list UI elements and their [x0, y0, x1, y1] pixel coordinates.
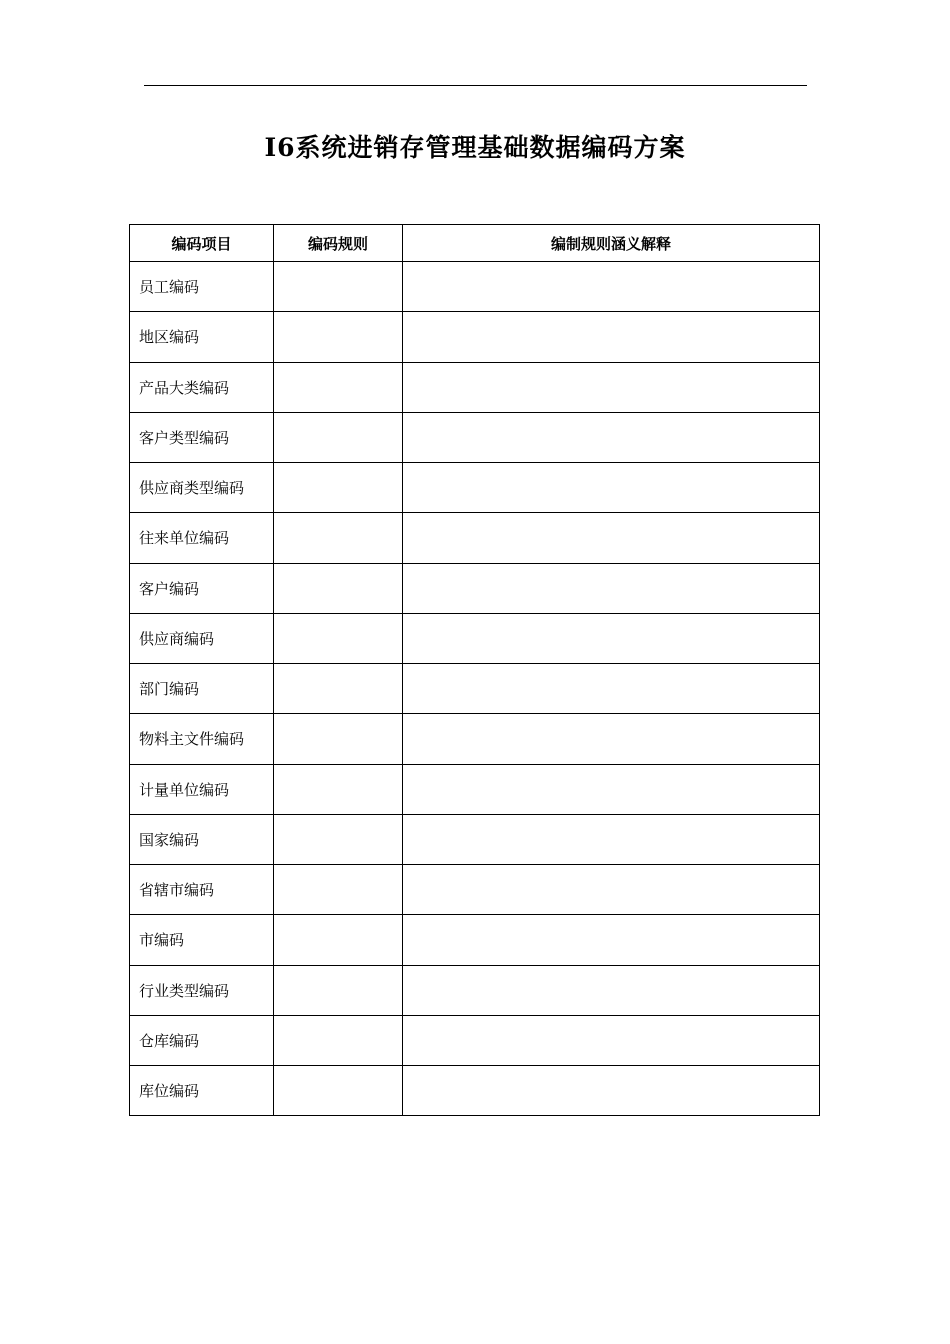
cell-coding-item: 供应商类型编码: [130, 463, 274, 513]
cell-rule-explanation[interactable]: [403, 362, 820, 412]
cell-rule-explanation[interactable]: [403, 1066, 820, 1116]
cell-coding-item: 客户类型编码: [130, 412, 274, 462]
table-row: [130, 312, 820, 362]
table-row: [130, 463, 820, 513]
cell-rule-explanation[interactable]: [403, 312, 820, 362]
cell-coding-rule[interactable]: [274, 563, 403, 613]
cell-coding-rule[interactable]: [274, 664, 403, 714]
cell-rule-explanation[interactable]: [403, 965, 820, 1015]
cell-coding-item: 行业类型编码: [130, 965, 274, 1015]
cell-rule-explanation[interactable]: [403, 613, 820, 663]
cell-coding-item: 库位编码: [130, 1066, 274, 1116]
table-header-row: [130, 225, 820, 262]
column-header-item: 编码项目: [130, 225, 274, 262]
cell-rule-explanation[interactable]: [403, 764, 820, 814]
cell-coding-item: 计量单位编码: [130, 764, 274, 814]
table-row: [130, 714, 820, 764]
cell-coding-item: 国家编码: [130, 814, 274, 864]
table-row: [130, 412, 820, 462]
cell-coding-rule[interactable]: [274, 865, 403, 915]
cell-coding-item: 地区编码: [130, 312, 274, 362]
cell-coding-rule[interactable]: [274, 1066, 403, 1116]
cell-coding-rule[interactable]: [274, 613, 403, 663]
cell-coding-rule[interactable]: [274, 412, 403, 462]
header-rule: [144, 85, 807, 86]
cell-coding-rule[interactable]: [274, 965, 403, 1015]
cell-coding-item: 部门编码: [130, 664, 274, 714]
cell-coding-rule[interactable]: [274, 915, 403, 965]
cell-coding-item: 市编码: [130, 915, 274, 965]
document-title: I6系统进销存管理基础数据编码方案: [264, 133, 686, 162]
cell-coding-rule[interactable]: [274, 714, 403, 764]
table-row: [130, 664, 820, 714]
column-header-explanation: 编制规则涵义解释: [403, 225, 820, 262]
cell-coding-item: 往来单位编码: [130, 513, 274, 563]
table-row: [130, 513, 820, 563]
cell-rule-explanation[interactable]: [403, 915, 820, 965]
cell-coding-rule[interactable]: [274, 312, 403, 362]
table-row: [130, 1066, 820, 1116]
column-header-rule: 编码规则: [274, 225, 403, 262]
table-body: [130, 262, 820, 1116]
cell-coding-item: 仓库编码: [130, 1015, 274, 1065]
cell-rule-explanation[interactable]: [403, 463, 820, 513]
table-row: [130, 1015, 820, 1065]
table-row: [130, 915, 820, 965]
cell-coding-rule[interactable]: [274, 262, 403, 312]
cell-coding-item: 客户编码: [130, 563, 274, 613]
cell-coding-item: 供应商编码: [130, 613, 274, 663]
cell-rule-explanation[interactable]: [403, 262, 820, 312]
cell-coding-rule[interactable]: [274, 362, 403, 412]
table-row: [130, 613, 820, 663]
cell-rule-explanation[interactable]: [403, 814, 820, 864]
table-row: [130, 814, 820, 864]
cell-rule-explanation[interactable]: [403, 1015, 820, 1065]
coding-scheme-table: [129, 224, 820, 1116]
table-row: [130, 865, 820, 915]
cell-coding-rule[interactable]: [274, 764, 403, 814]
cell-rule-explanation[interactable]: [403, 865, 820, 915]
table-row: [130, 764, 820, 814]
cell-coding-rule[interactable]: [274, 1015, 403, 1065]
cell-coding-item: 省辖市编码: [130, 865, 274, 915]
table-row: [130, 362, 820, 412]
cell-rule-explanation[interactable]: [403, 513, 820, 563]
cell-coding-item: 产品大类编码: [130, 362, 274, 412]
cell-coding-item: 物料主文件编码: [130, 714, 274, 764]
table-row: [130, 262, 820, 312]
cell-rule-explanation[interactable]: [403, 563, 820, 613]
cell-rule-explanation[interactable]: [403, 412, 820, 462]
cell-coding-item: 员工编码: [130, 262, 274, 312]
cell-coding-rule[interactable]: [274, 463, 403, 513]
cell-coding-rule[interactable]: [274, 814, 403, 864]
table-row: [130, 965, 820, 1015]
cell-rule-explanation[interactable]: [403, 714, 820, 764]
cell-rule-explanation[interactable]: [403, 664, 820, 714]
cell-coding-rule[interactable]: [274, 513, 403, 563]
table-row: [130, 563, 820, 613]
